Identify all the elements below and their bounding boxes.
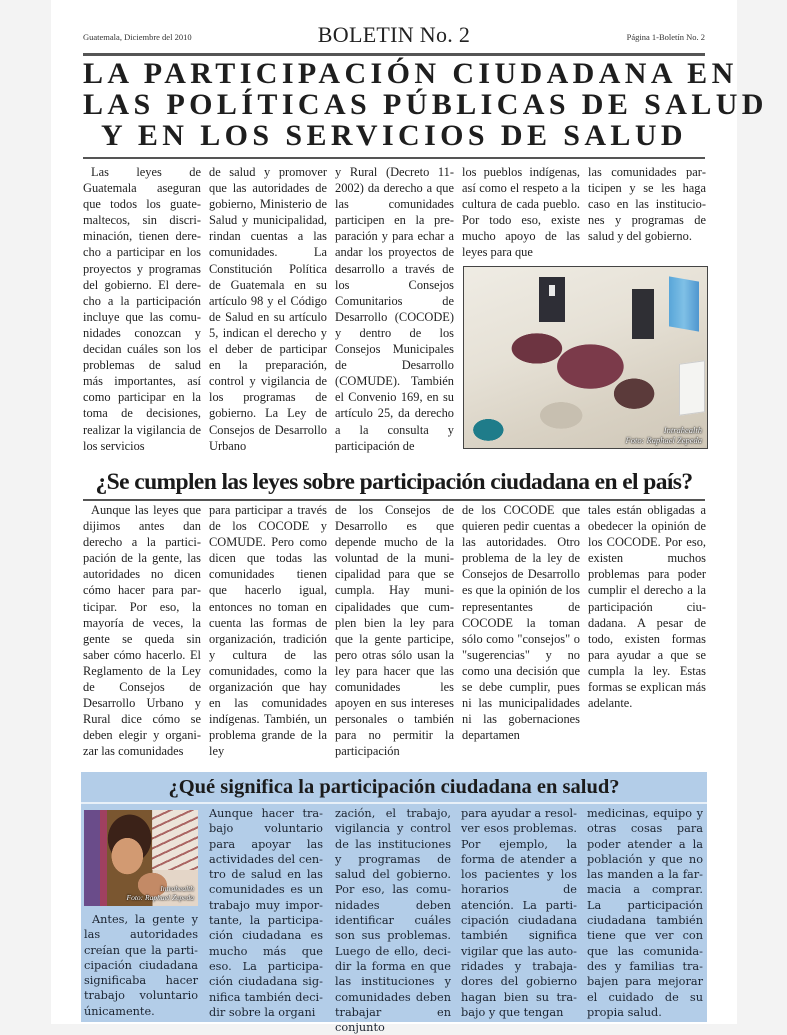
headline-line: Y EN LOS SERVICIOS DE SALUD	[101, 119, 687, 152]
section2-column	[209, 502, 327, 760]
door-shape	[632, 289, 654, 339]
paragraph: Aunque hacer trabajo voluntario para apoyar las actividades del centro de salud en las comunidades es un trabajo muy importante, la participación ciudadana es mucho más que eso. La participación ciudadana significa también decidir sobre la organi	[209, 807, 323, 1019]
section2-column	[462, 502, 580, 743]
paragraph: medicinas, equipo y otras cosas para poder atender a la población y que no las manden a la farmacia a comprar. La participación ciudadana también tiene que ver con que las comunidades y familias trabajen para mejorar el cuidado de su propia salud.	[587, 807, 703, 1019]
masthead	[83, 22, 705, 52]
photo-credit-author: Foto: Raphael Zepeda	[625, 435, 702, 445]
main-headline	[83, 57, 768, 152]
section1-column	[462, 164, 580, 261]
photo-credit-org: Intrahealth	[663, 425, 702, 435]
paragraph: y Rural (Decreto 11-2002) da derecho a que las comunidades participen en la preparación y para echar a andar los proyectos de desarrollo a través de los Consejos Comunitarios de Desarrollo (COCODE) y dentro de los Consejos Municipales de Desarrollo (COMUDE). También el Convenio 169, en su artículo 25, da derecho a la consulta y participación de	[335, 165, 454, 453]
child-photo	[84, 810, 198, 906]
photo-credit	[127, 884, 195, 902]
door-shape	[539, 277, 565, 322]
paragraph: de salud y promover que las autoridades de gobierno, Ministerio de Salud y municipalidad, rindan cuentas a las comunidades. La Constitución Política de Guatemala en su artículo 98 y el Código de Salud en su artículo 5, indican el derecho y el deber de participar en la preparación, control y vigilancia de los programas de gobierno. La Ley de Consejos de Desarrollo Urbano	[209, 165, 327, 453]
issue-date: Guatemala, Diciembre del 2010	[83, 32, 192, 42]
section2-heading: ¿Se cumplen las leyes sobre participación ciudadana en el país?	[95, 469, 693, 495]
newsletter-title: BOLETIN No. 2	[317, 22, 471, 47]
photo-credit	[626, 425, 702, 445]
paragraph: Antes, la gente y las autoridades creían que la participación ciudadana significaba hacer trabajo voluntario únicamente.	[84, 913, 198, 1018]
section3-column	[84, 912, 198, 1019]
paragraph: de los COCODE que quieren pedir cuentas a las autoridades. Otro problema de la ley de Consejos de Desarrollo es que la opinión de los representantes de COCODE la toman sólo como "consejos" o "sugerencias" y no como una decisión que se debe cumplir, pues ni las municipalidades ni las gobernaciones departamen	[462, 503, 580, 743]
section2-column	[83, 502, 201, 760]
paragraph: los pueblos indígenas, así como el respeto a la cultura de cada pueblo. Por todo eso, existe mucho apoyo de las leyes para que	[462, 165, 580, 260]
section3-column	[209, 806, 323, 1020]
section2-rule	[83, 499, 705, 501]
section2-column	[335, 502, 454, 760]
headline-line: LAS POLÍTICAS PÚBLICAS DE SALUD	[83, 88, 768, 121]
section1-column	[83, 164, 201, 454]
photo-credit-author: Foto: Raphael Zepeda	[126, 893, 194, 902]
paragraph: de los Consejos de Desarrollo es que depende mucho de la voluntad de la municipalidad para que se cumpla. Hay municipalidades que cumplen bien la ley para que la gente participe, pero otras sólo usan la ley para hacer que las comunidades les apoyen en sus intereses personales o también para no permitir la participación	[335, 503, 454, 759]
section1-column	[335, 164, 454, 454]
photo-credit-org: Intrahealth	[160, 884, 194, 893]
flipchart	[679, 360, 705, 416]
section1-column	[588, 164, 706, 244]
paragraph: zación, el trabajo, vigilancia y control de las instituciones y programas de salud del gobierno. Por eso, las comunidades deben identificar cuáles son sus problemas. Luego de ello, decidir la forma en que las instituciones y comunidades deben trabajar en conjunto	[335, 807, 451, 1035]
headline-rule	[83, 157, 705, 159]
paragraph: las comunidades participen y se les haga caso en las instituciones y programas de salud y del gobierno.	[588, 165, 706, 244]
paragraph: para ayudar a resolver esos problemas. Por ejemplo, la forma de atender a los pacientes y los horarios de atención. La participación ciudadana también significa vigilar que las autoridades y trabajadores del gobierno hagan bien su trabajo y que tengan	[461, 807, 577, 1019]
newsletter-page	[51, 0, 768, 1035]
community-meeting-photo	[463, 266, 708, 449]
section3-box	[81, 772, 707, 1035]
page-number: Página 1-Boletín No. 2	[626, 32, 705, 42]
fabric-pattern	[152, 810, 198, 870]
section3-column	[587, 806, 703, 1020]
section3-heading: ¿Qué significa la participación ciudadana en salud?	[81, 772, 707, 804]
paragraph: tales están obligadas a obedecer la opinión de los COCODE. Por eso, existen muchos problemas para poder cumplir el derecho a la participación ciudadana. A pesar de todo, existen formas para ayudar a que se cumpla la ley. Estas formas se explican más adelante.	[588, 503, 706, 711]
paragraph: para participar a través de los COCODE y COMUDE. Pero como dicen que todas las comunidades tienen que hacerlo igual, entonces no toman en cuenta las formas de organización, tradición y cultura de las comunidades, como la organización que hay en las comunidades indígenas. También, un problema grande de la ley	[209, 503, 327, 759]
paragraph: Aunque las leyes que dijimos antes dan derecho a la participación de la gente, las autoridades no dicen cómo hacer para participar. Por eso, la mayoría de veces, la gente se queda sin saber cómo hacerlo. El Reglamento de la Ley de Consejos de Desarrollo Urbano y Rural dice cómo se deben elegir y organizar las comunidades	[83, 503, 201, 759]
section3-column	[461, 806, 577, 1020]
headline-line: LA PARTICIPACIÓN CIUDADANA EN	[83, 57, 738, 90]
wall-poster	[669, 276, 699, 331]
section1-column	[209, 164, 327, 454]
section3-column	[335, 806, 451, 1035]
header-rule	[83, 53, 705, 56]
paragraph: Las leyes de Guatemala aseguran que todos los guatemaltecos, sin discriminación, tienen derecho a participar en los proyectos y programas del gobierno. El derecho a la participación incluye que las comunidades conozcan y decidan cuáles son los problemas de salud más importantes, así como participar en la toma de decisiones, realizar la vigilancia de los servicios	[83, 165, 201, 453]
section2-column	[588, 502, 706, 711]
